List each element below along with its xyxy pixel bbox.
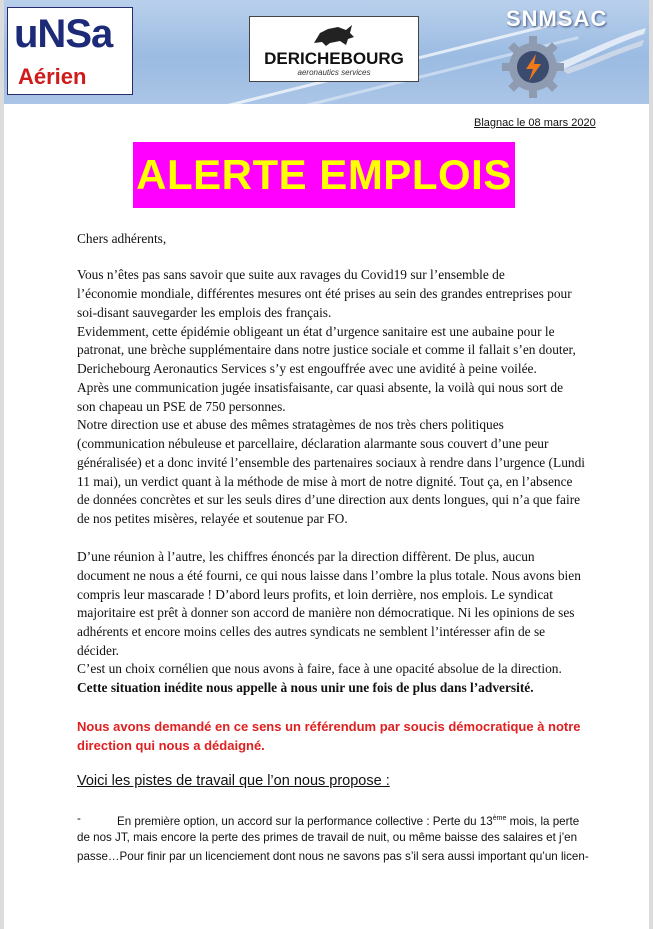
text-line: l’économie mondiale, différentes mesures ont été prises au sein des grandes entreprises pour [77, 286, 572, 301]
text-line: D’une réunion à l’autre, les chiffres énoncés par la direction diffèrent. De plus, aucun [77, 549, 535, 564]
snmsac-logo-text: SNMSAC [506, 6, 608, 31]
text-line: soi-disant sauvegarder les emplois des français. [77, 305, 332, 320]
text-line: (communication nébuleuse et parcellaire, déclaration alarmante sous couvert d’une peur [77, 436, 549, 451]
text-line: majoritaire est prêt à donner son accord de manière non démocratique. Ni les opinions de ses [77, 605, 575, 620]
text-line: document ne nous a été fourni, ce qui nous laisse dans l’ombre la plus totale. Nous avons bien [77, 568, 581, 583]
text-line: Après une communication jugée insatisfaisante, car quasi absente, la voilà qui nous sort de [77, 380, 564, 395]
headline-title: ALERTE EMPLOIS [136, 151, 512, 198]
text-line: Derichebourg Aeronautics Services s’y est engouffrée avec une avidité à peine voilée. [77, 361, 537, 376]
option-line-1-text: En première option, un accord sur la performance collective : Perte du 13 [117, 814, 493, 828]
referendum-line: direction qui nous a dédaigné. [77, 738, 265, 753]
gear-icon [498, 32, 568, 102]
text-line: patronat, une brèche supplémentaire dans notre justice sociale et comme il fallait s’en douter, [77, 342, 576, 357]
text-line: de données concrètes et sur les seuls dires d’une direction aux dents longues, qui n’a que faire [77, 492, 581, 507]
rhino-icon [312, 21, 356, 47]
text-line: de nos petites misères, relayée et soutenue par FO. [77, 511, 348, 526]
text-line-bold: Cette situation inédite nous appelle à nous unir une fois de plus dans l’adversité. [77, 680, 534, 695]
text-line: Vous n’êtes pas sans savoir que suite aux ravages du Covid19 sur l’ensemble de [77, 267, 505, 282]
derichebourg-tagline: aeronautics services [297, 68, 371, 77]
text-line: 11 mai), un verdict quant à la méthode de mise à mort de notre dignité. Tout ça, en l’absence [77, 474, 573, 489]
option-line-2: de nos JT, mais encore la perte des primes de travail de nuit, ou même baisse des salaires et j’en [77, 831, 578, 844]
text-line: adhérents et encore moins celles des autres syndicats ne semblent l’intéresser afin de se [77, 624, 546, 639]
option-line-1 [117, 810, 579, 831]
section-title: Voici les pistes de travail que l’on nous propose : [77, 773, 390, 789]
derichebourg-logo [249, 16, 419, 82]
option-line-3: passe…Pour finir par un licenciement dont nous ne savons pas s’il sera aussi important qu’un licen- [77, 850, 589, 863]
unsa-aerien-logo [7, 7, 133, 95]
document-page [4, 0, 649, 929]
text-line: C’est un choix cornélien que nous avons à faire, face à une opacité absolue de la direction. [77, 661, 562, 676]
option-superscript: ème [492, 815, 507, 822]
unsa-logo-subtitle: Aérien [18, 64, 87, 89]
text-line: compris leur mascarade ! D’abord leurs profits, et loin derrière, nos emplois. Le syndicat [77, 587, 553, 602]
text-line: son chapeau un PSE de 750 personnes. [77, 399, 286, 414]
option-bullet: - [77, 812, 81, 825]
derichebourg-name: DERICHEBOURG [264, 49, 404, 68]
text-line: Notre direction use et abuse des mêmes stratagèmes de nos très chers politiques [77, 417, 504, 432]
text-line: généralisée) et a donc invité l’ensemble des partenaires sociaux à rendre dans l’urgence (Lundi [77, 455, 586, 470]
header-banner [4, 0, 649, 104]
date-line: Blagnac le 08 mars 2020 [474, 117, 596, 129]
text-line: Evidemment, cette épidémie obligeant un état d’urgence sanitaire est une aubaine pour le [77, 324, 555, 339]
greeting: Chers adhérents, [77, 231, 167, 246]
headline-banner [133, 142, 515, 208]
unsa-logo-letters: uNSa [14, 12, 113, 56]
option-line-1-end: mois, la perte [506, 814, 580, 828]
referendum-line: Nous avons demandé en ce sens un référendum par soucis démocratique à notre [77, 719, 581, 734]
text-line: décider. [77, 643, 120, 658]
